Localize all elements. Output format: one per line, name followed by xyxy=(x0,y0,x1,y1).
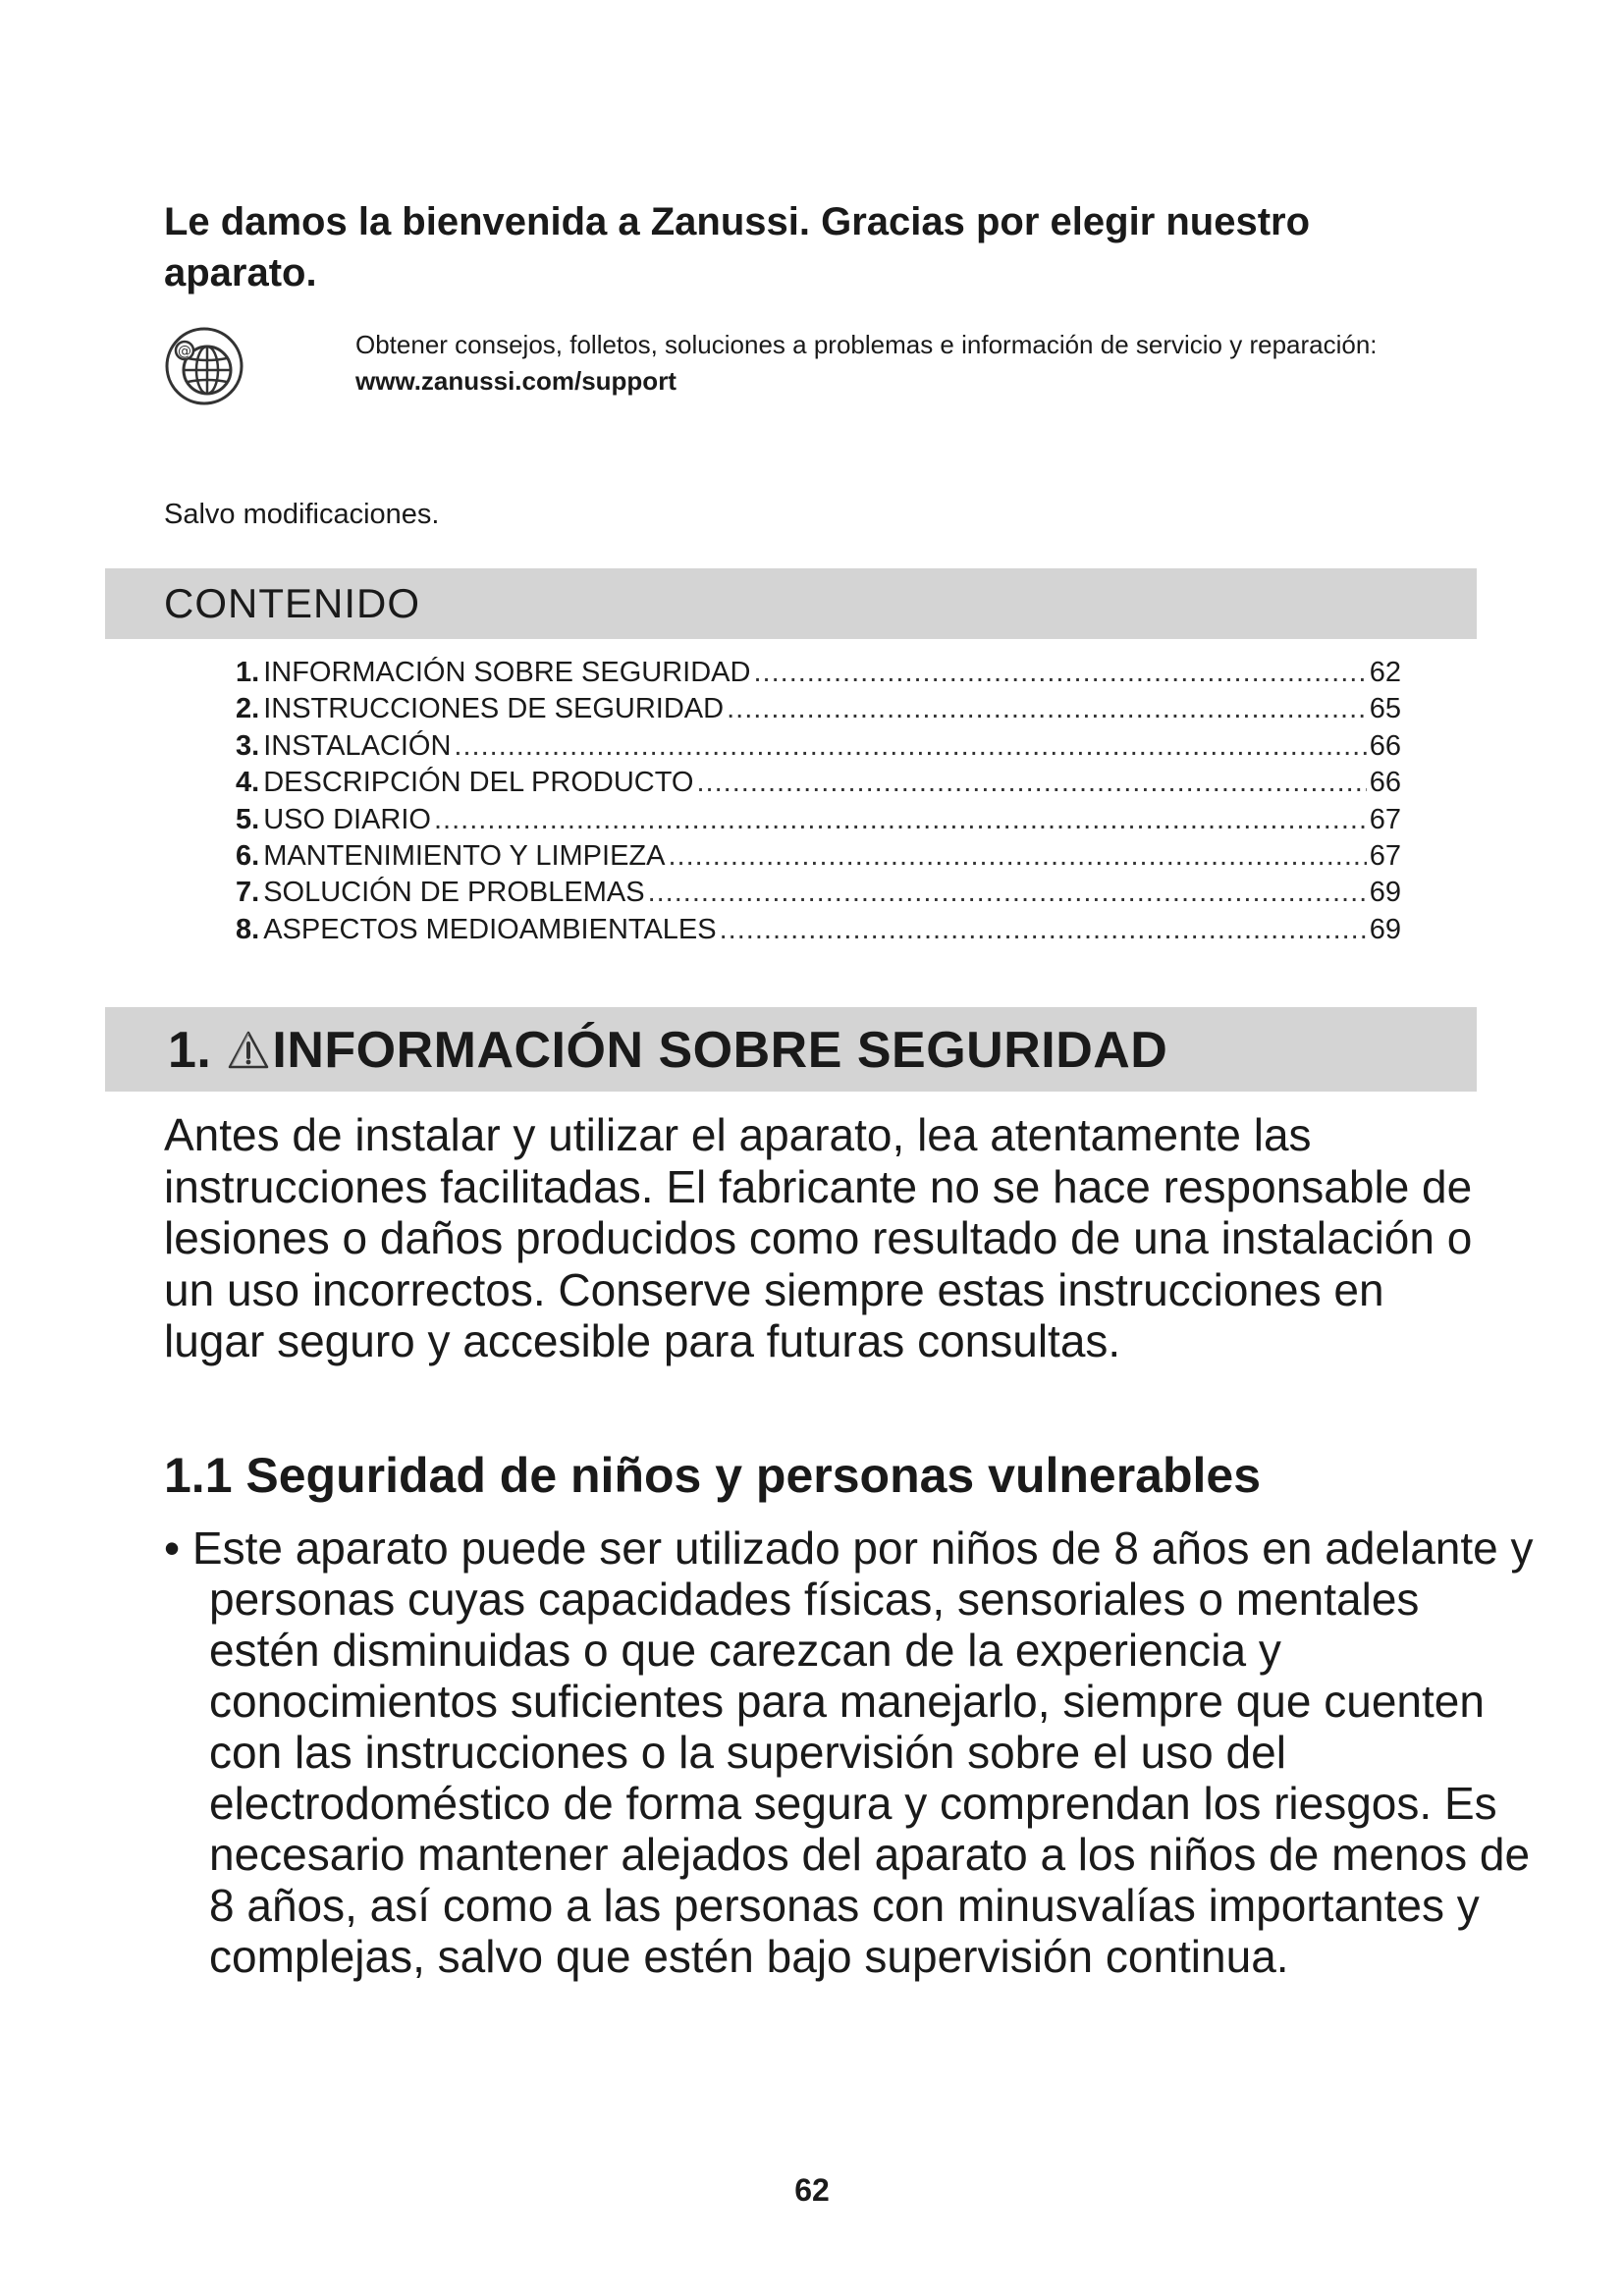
toc-number: 4. xyxy=(236,767,260,799)
toc-leader xyxy=(454,728,1366,765)
toc-number: 3. xyxy=(236,729,260,762)
toc-number: 5. xyxy=(236,803,260,835)
toc-label: INSTRUCCIONES DE SEGURIDAD xyxy=(263,693,725,725)
subsection-title: 1.1 Seguridad de niños y personas vulnerables xyxy=(164,1448,1262,1503)
toc-label: ASPECTOS MEDIOAMBIENTALES xyxy=(263,913,717,945)
toc-item[interactable] xyxy=(236,655,1401,691)
toc-leader xyxy=(669,838,1367,875)
toc-number: 8. xyxy=(236,913,260,945)
toc-label: DESCRIPCIÓN DEL PRODUCTO xyxy=(263,767,694,799)
support-link[interactable]: www.zanussi.com/support xyxy=(355,366,677,396)
toc-item[interactable] xyxy=(236,691,1401,727)
section-title xyxy=(168,1021,1167,1080)
intro-paragraph: Antes de instalar y utilizar el aparato, lea atentamente las instrucciones facilitadas. El fabricante no se hace responsable de lesiones o daños producidos como resultado de una instalación o un uso incorrectos. Conserve siempre estas instrucciones en lugar seguro y accesible para futuras consultas. xyxy=(164,1109,1473,1366)
toc-number: 1. xyxy=(236,657,260,688)
toc-leader xyxy=(753,655,1366,691)
toc-number: 7. xyxy=(236,877,260,909)
toc-page: 69 xyxy=(1369,913,1401,945)
section-header xyxy=(105,1007,1477,1092)
toc-leader xyxy=(727,691,1367,727)
svg-text:@: @ xyxy=(178,344,191,359)
globe-at-icon xyxy=(164,326,244,406)
toc-item[interactable] xyxy=(236,765,1401,801)
toc-label: MANTENIMIENTO Y LIMPIEZA xyxy=(263,840,666,873)
toc-leader xyxy=(434,802,1367,838)
toc-page: 69 xyxy=(1369,877,1401,909)
toc-leader xyxy=(720,912,1367,948)
toc-page: 66 xyxy=(1369,767,1401,799)
toc-number: 6. xyxy=(236,840,260,873)
toc-leader xyxy=(696,765,1366,801)
support-description: Obtener consejos, folletos, soluciones a problemas e información de servicio y reparación: xyxy=(355,330,1378,359)
toc-item[interactable] xyxy=(236,838,1401,875)
toc-page: 66 xyxy=(1369,729,1401,762)
table-of-contents xyxy=(236,655,1401,948)
toc-label: USO DIARIO xyxy=(263,803,431,835)
toc-page: 67 xyxy=(1369,840,1401,873)
section-title-text: INFORMACIÓN SOBRE SEGURIDAD xyxy=(272,1022,1168,1079)
warning-triangle-icon xyxy=(227,1029,270,1072)
toc-item[interactable] xyxy=(236,802,1401,838)
modifications-note: Salvo modificaciones. xyxy=(164,499,440,530)
toc-item[interactable] xyxy=(236,875,1401,911)
toc-page: 62 xyxy=(1369,657,1401,688)
toc-label: INSTALACIÓN xyxy=(263,729,452,762)
toc-label: SOLUCIÓN DE PROBLEMAS xyxy=(263,877,645,909)
bullet-paragraph: • Este aparato puede ser utilizado por niños de 8 años en adelante y personas cuyas capacidades físicas, sensoriales o mentales estén disminuidas o que carezcan de la experiencia y conocimientos suficientes para manejarlo, siempre que cuenten con las instrucciones o la supervisión sobre el uso del electrodoméstico de forma segura y comprendan los riesgos. Es necesario mantener alejados del aparato a los niños de menos de 8 años, así como a las personas con minusvalías importantes y complejas, salvo que estén bajo supervisión continua. xyxy=(164,1522,1534,1982)
page-number: 62 xyxy=(794,2172,830,2208)
toc-page: 67 xyxy=(1369,803,1401,835)
support-info xyxy=(355,327,1435,400)
toc-title: CONTENIDO xyxy=(164,580,420,626)
toc-number: 2. xyxy=(236,693,260,725)
toc-item[interactable] xyxy=(236,912,1401,948)
toc-item[interactable] xyxy=(236,728,1401,765)
welcome-heading: Le damos la bienvenida a Zanussi. Gracias por elegir nuestro aparato. xyxy=(164,200,1311,294)
toc-header xyxy=(105,568,1477,639)
toc-page: 65 xyxy=(1369,693,1401,725)
toc-leader xyxy=(648,875,1367,911)
section-number: 1. xyxy=(168,1022,212,1079)
toc-label: INFORMACIÓN SOBRE SEGURIDAD xyxy=(263,657,751,688)
